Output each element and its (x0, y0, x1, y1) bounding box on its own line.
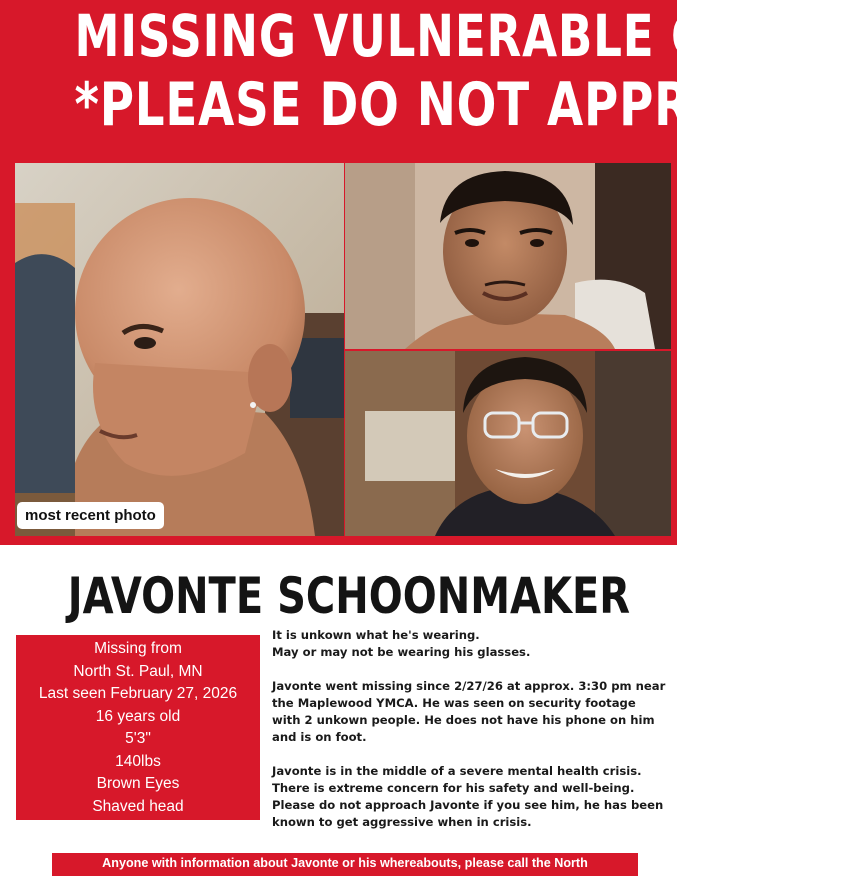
age: 16 years old (95, 707, 181, 725)
height: 5'3" (125, 730, 151, 747)
headline-missing: MISSING VULNERABLE CHILD (74, 2, 830, 70)
mental-health-paragraph: Javonte is in the middle of a severe mental health crisis. There is extreme concern for his safety and well-being. Please do not approach Javonte if you see him, he has been known to get aggressive when in crisis. (272, 764, 664, 829)
clothing-line: It is unkown what he's wearing. (272, 628, 480, 642)
eye-color: Brown Eyes (96, 775, 180, 792)
hair: Shaved head (92, 797, 184, 815)
details-text (272, 627, 667, 848)
weight: 140lbs (115, 752, 161, 770)
missing-from-label: Missing from (94, 640, 182, 657)
photo-caption: most recent photo (17, 502, 164, 529)
photo-2 (345, 163, 671, 349)
child-name: JAVONTE SCHOONMAKER (67, 567, 631, 625)
missing-location: North St. Paul, MN (73, 662, 203, 680)
photo-most-recent (15, 163, 344, 536)
clothing-info (272, 627, 667, 661)
glasses-line: May or may not be wearing his glasses. (272, 645, 531, 659)
last-seen-date: Last seen February 27, 2026 (38, 685, 238, 702)
facts-box (16, 635, 260, 820)
circumstances-paragraph: Javonte went missing since 2/27/26 at approx. 3:30 pm near the Maplewood YMCA. He was seen on security footage with 2 unkown people. He does not have his phone on him and is on foot. (272, 679, 666, 744)
contact-banner: Anyone with information about Javonte or his whereabouts, please call the North (52, 853, 638, 876)
headline-do-not-approach: *PLEASE DO NOT APPROACH* (74, 70, 868, 140)
photo-3 (345, 351, 671, 536)
